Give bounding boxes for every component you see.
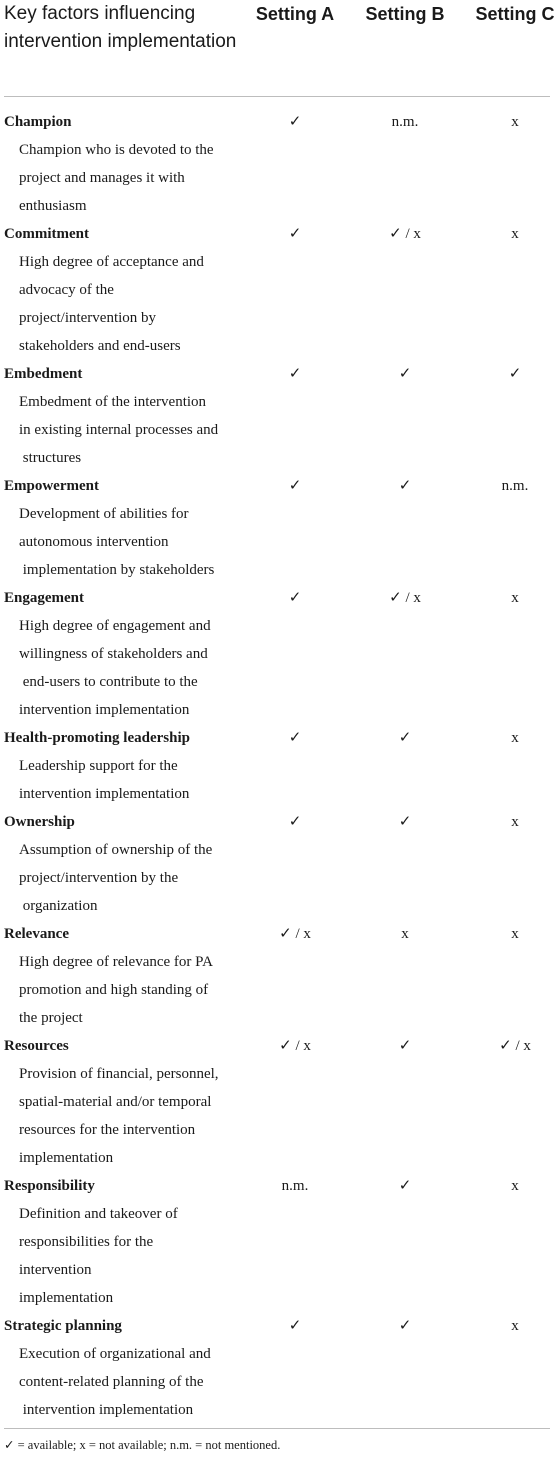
factor-name: Relevance <box>4 926 69 942</box>
setting-b-value: ✓ <box>398 1038 412 1054</box>
factor-description-line: intervention <box>19 1262 92 1278</box>
header-divider <box>4 96 550 97</box>
factor-description-line: intervention implementation <box>19 786 190 802</box>
setting-b-value: ✓ <box>398 478 412 494</box>
table-row <box>0 1312 558 1424</box>
setting-a-value: ✓ <box>288 1318 302 1334</box>
factor-name: Empowerment <box>4 478 99 494</box>
factor-name: Commitment <box>4 226 89 242</box>
factor-description-line: the project <box>19 1010 83 1026</box>
table-row <box>0 808 558 920</box>
factor-description-line: High degree of relevance for PA <box>19 954 213 970</box>
table-row <box>0 108 558 220</box>
setting-c-value: x <box>511 730 519 746</box>
factor-name: Responsibility <box>4 1178 95 1194</box>
factor-name: Ownership <box>4 814 75 830</box>
table-row <box>0 584 558 724</box>
setting-a-value: ✓ <box>288 478 302 494</box>
factor-description-line: implementation <box>19 1290 114 1306</box>
setting-c-value: ✓ <box>508 366 522 382</box>
table-row <box>0 1172 558 1312</box>
table-footnote: ✓ = available; x = not available; n.m. = not mentioned. <box>4 1438 281 1452</box>
factor-description-line: stakeholders and end-users <box>19 338 181 354</box>
factor-description-line: Leadership support for the <box>19 758 178 774</box>
setting-a-value: ✓ / x <box>279 1038 311 1054</box>
factor-description-line: autonomous intervention <box>19 534 169 550</box>
setting-c-value: n.m. <box>501 478 529 494</box>
factor-description-line: intervention implementation <box>19 1402 194 1418</box>
setting-b-value: ✓ / x <box>389 590 421 606</box>
factor-name: Embedment <box>4 366 83 382</box>
factor-name: Engagement <box>4 590 84 606</box>
factor-description-line: Development of abilities for <box>19 506 189 522</box>
factor-description-line: project/intervention by the <box>19 870 179 886</box>
factor-description-line: project/intervention by <box>19 310 157 326</box>
factor-description-line: advocacy of the <box>19 282 114 298</box>
table-header <box>0 0 558 96</box>
factor-description-line: Assumption of ownership of the <box>19 842 213 858</box>
setting-c-value: x <box>511 926 519 942</box>
setting-a-value: ✓ <box>288 226 302 242</box>
setting-c-value: x <box>511 1178 519 1194</box>
factor-description-line: High degree of engagement and <box>19 618 211 634</box>
factor-description-line: implementation <box>19 1150 114 1166</box>
table-row <box>0 360 558 472</box>
setting-c-value: x <box>511 590 519 606</box>
factor-description-line: Embedment of the intervention <box>19 394 207 410</box>
factor-name: Health-promoting leadership <box>4 730 190 746</box>
setting-c-value: x <box>511 226 519 242</box>
setting-a-value: ✓ <box>288 814 302 830</box>
factor-name: Resources <box>4 1038 69 1054</box>
factor-description-line: enthusiasm <box>19 198 87 214</box>
factor-description-line: Execution of organizational and <box>19 1346 211 1362</box>
factor-description-line: Champion who is devoted to the <box>19 142 214 158</box>
table-bottom-divider <box>4 1428 550 1429</box>
factor-description-line: end-users to contribute to the <box>19 674 198 690</box>
setting-b-value: ✓ <box>398 730 412 746</box>
setting-c-value: x <box>511 1318 519 1334</box>
factor-description-line: Provision of financial, personnel, <box>19 1066 219 1082</box>
factor-description-line: spatial-material and/or temporal <box>19 1094 212 1110</box>
factor-description-line: in existing internal processes and <box>19 422 219 438</box>
table-body <box>0 108 558 1424</box>
table-row <box>0 472 558 584</box>
setting-c-value: ✓ / x <box>499 1038 531 1054</box>
setting-b-value: ✓ / x <box>389 226 421 242</box>
setting-b-value: ✓ <box>398 814 412 830</box>
table-row <box>0 1032 558 1172</box>
factor-name: Strategic planning <box>4 1318 122 1334</box>
table-row <box>0 920 558 1032</box>
setting-b-value: ✓ <box>398 1178 412 1194</box>
factor-name: Champion <box>4 114 72 130</box>
setting-a-value: n.m. <box>281 1178 309 1194</box>
factor-description-line: promotion and high standing of <box>19 982 209 998</box>
factor-description-line: High degree of acceptance and <box>19 254 204 270</box>
setting-b-value: ✓ <box>398 366 412 382</box>
setting-a-value: ✓ <box>288 730 302 746</box>
table-row <box>0 220 558 360</box>
factor-description-line: content-related planning of the <box>19 1374 204 1390</box>
table-row <box>0 724 558 808</box>
setting-a-value: ✓ <box>288 366 302 382</box>
factor-description-line: willingness of stakeholders and <box>19 646 208 662</box>
factor-description-line: organization <box>19 898 98 914</box>
factor-description-line: intervention implementation <box>19 702 190 718</box>
factor-description-line: implementation by stakeholders <box>19 562 215 578</box>
factor-description-line: Definition and takeover of <box>19 1206 178 1222</box>
factor-description-line: responsibilities for the <box>19 1234 154 1250</box>
factor-description-line: structures <box>19 450 82 466</box>
header-setting-a: Setting A <box>255 4 335 24</box>
setting-a-value: ✓ <box>288 590 302 606</box>
setting-a-value: ✓ / x <box>279 926 311 942</box>
setting-a-value: ✓ <box>288 114 302 130</box>
header-setting-c: Setting C <box>475 4 555 24</box>
factor-description-line: resources for the intervention <box>19 1122 196 1138</box>
setting-c-value: x <box>511 114 519 130</box>
header-key-factors: Key factors influencing intervention implementation <box>4 3 237 52</box>
setting-b-value: n.m. <box>391 114 419 130</box>
factor-description-line: project and manages it with <box>19 170 185 186</box>
setting-b-value: ✓ <box>398 1318 412 1334</box>
setting-b-value: x <box>401 926 409 942</box>
setting-c-value: x <box>511 814 519 830</box>
header-setting-b: Setting B <box>365 4 445 24</box>
